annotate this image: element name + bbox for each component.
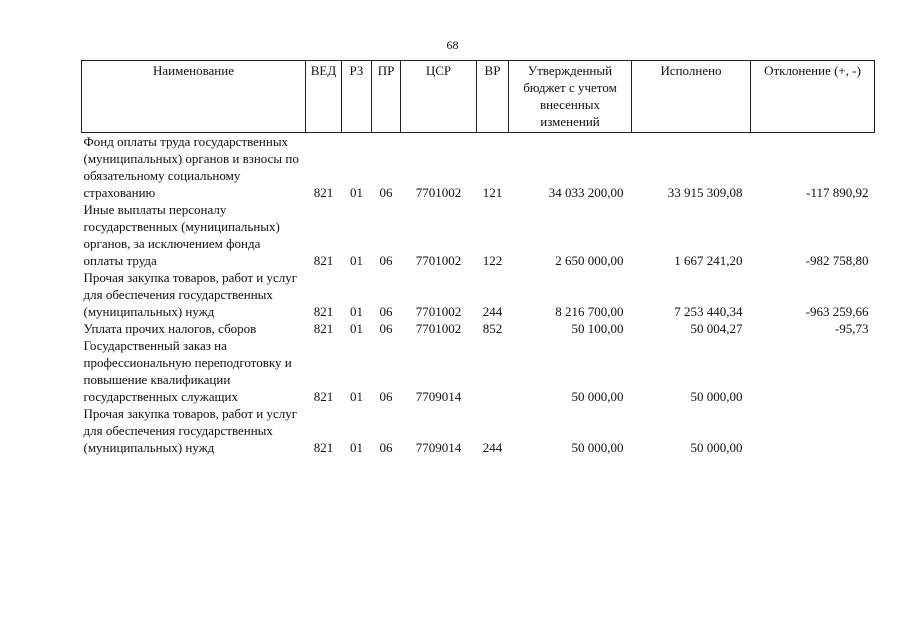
- row-csr: 7701002: [415, 185, 462, 200]
- row-csr: 7701002: [415, 253, 462, 268]
- row-approved: 34 033 200,00: [548, 185, 624, 200]
- row-name: Прочая закупка товаров, работ и услуг для обеспечения государственных (муниципальных) нужд: [83, 406, 298, 455]
- row-name: Фонд оплаты труда государственных (муниципальных) органов и взносы по обязательному социальному страхованию: [83, 134, 299, 200]
- row-rz: 01: [350, 304, 363, 319]
- row-vr: 121: [482, 185, 503, 200]
- row-rz: 01: [350, 389, 363, 404]
- header-ved: ВЕД: [306, 61, 342, 133]
- row-csr: 7709014: [415, 389, 462, 404]
- row-vr: 244: [482, 304, 503, 319]
- row-name: Прочая закупка товаров, работ и услуг для обеспечения государственных (муниципальных) нужд: [83, 270, 298, 319]
- row-executed: 33 915 309,08: [667, 185, 743, 200]
- row-ved: 821: [313, 321, 334, 336]
- table-row: [82, 337, 875, 405]
- row-rz: 01: [350, 253, 363, 268]
- row-pr: 06: [379, 321, 393, 336]
- row-pr: 06: [379, 185, 393, 200]
- row-approved: 50 000,00: [571, 389, 624, 404]
- row-executed: 50 000,00: [690, 440, 743, 455]
- row-vr: 122: [482, 253, 503, 268]
- row-rz: 01: [350, 440, 363, 455]
- header-pr: ПР: [372, 61, 401, 133]
- row-executed: 7 253 440,34: [674, 304, 743, 319]
- row-pr: 06: [379, 304, 393, 319]
- row-executed: 50 004,27: [690, 321, 743, 336]
- row-deviation: [751, 337, 875, 405]
- row-vr: [477, 337, 509, 405]
- row-rz: 01: [350, 321, 363, 336]
- table-row: [82, 133, 875, 202]
- budget-table: [81, 60, 875, 456]
- row-ved: 821: [313, 185, 334, 200]
- table-row: [82, 405, 875, 456]
- row-ved: 821: [313, 253, 334, 268]
- header-csr: ЦСР: [401, 61, 477, 133]
- table-row: [82, 269, 875, 320]
- table-row: [82, 320, 875, 337]
- row-csr: 7701002: [415, 304, 462, 319]
- row-approved: 8 216 700,00: [555, 304, 624, 319]
- row-rz: 01: [350, 185, 363, 200]
- row-executed: 50 000,00: [690, 389, 743, 404]
- header-deviation: Отклонение (+, -): [751, 61, 875, 133]
- header-approved: Утвержденный бюджет с учетом внесенных изменений: [509, 61, 632, 133]
- row-csr: 7701002: [415, 321, 462, 336]
- page-number: 68: [446, 38, 459, 52]
- row-vr: 244: [482, 440, 503, 455]
- header-vr: ВР: [477, 61, 509, 133]
- row-deviation: -117 890,92: [806, 185, 869, 200]
- row-pr: 06: [379, 389, 393, 404]
- table-body: [82, 133, 875, 457]
- row-csr: 7709014: [415, 440, 462, 455]
- row-pr: 06: [379, 440, 393, 455]
- row-deviation: -95,73: [834, 321, 869, 336]
- table-header: [82, 61, 875, 133]
- row-approved: 50 100,00: [571, 321, 624, 336]
- row-deviation: -963 259,66: [805, 304, 869, 319]
- row-ved: 821: [313, 304, 334, 319]
- row-vr: 852: [482, 321, 503, 336]
- row-approved: 50 000,00: [571, 440, 624, 455]
- row-name: Иные выплаты персоналу государственных (муниципальных) органов, за исключением фонда оплаты труда: [83, 202, 280, 268]
- header-executed: Исполнено: [632, 61, 751, 133]
- row-approved: 2 650 000,00: [555, 253, 624, 268]
- row-executed: 1 667 241,20: [674, 253, 743, 268]
- row-deviation: -982 758,80: [805, 253, 869, 268]
- row-name: Уплата прочих налогов, сборов: [83, 321, 257, 336]
- row-pr: 06: [379, 253, 393, 268]
- table-row: [82, 201, 875, 269]
- row-name: Государственный заказ на профессиональную переподготовку и повышение квалификации государственных служащих: [83, 338, 292, 404]
- row-ved: 821: [313, 440, 334, 455]
- row-deviation: [751, 405, 875, 456]
- header-rz: РЗ: [342, 61, 372, 133]
- row-ved: 821: [313, 389, 334, 404]
- header-name: Наименование: [82, 61, 306, 133]
